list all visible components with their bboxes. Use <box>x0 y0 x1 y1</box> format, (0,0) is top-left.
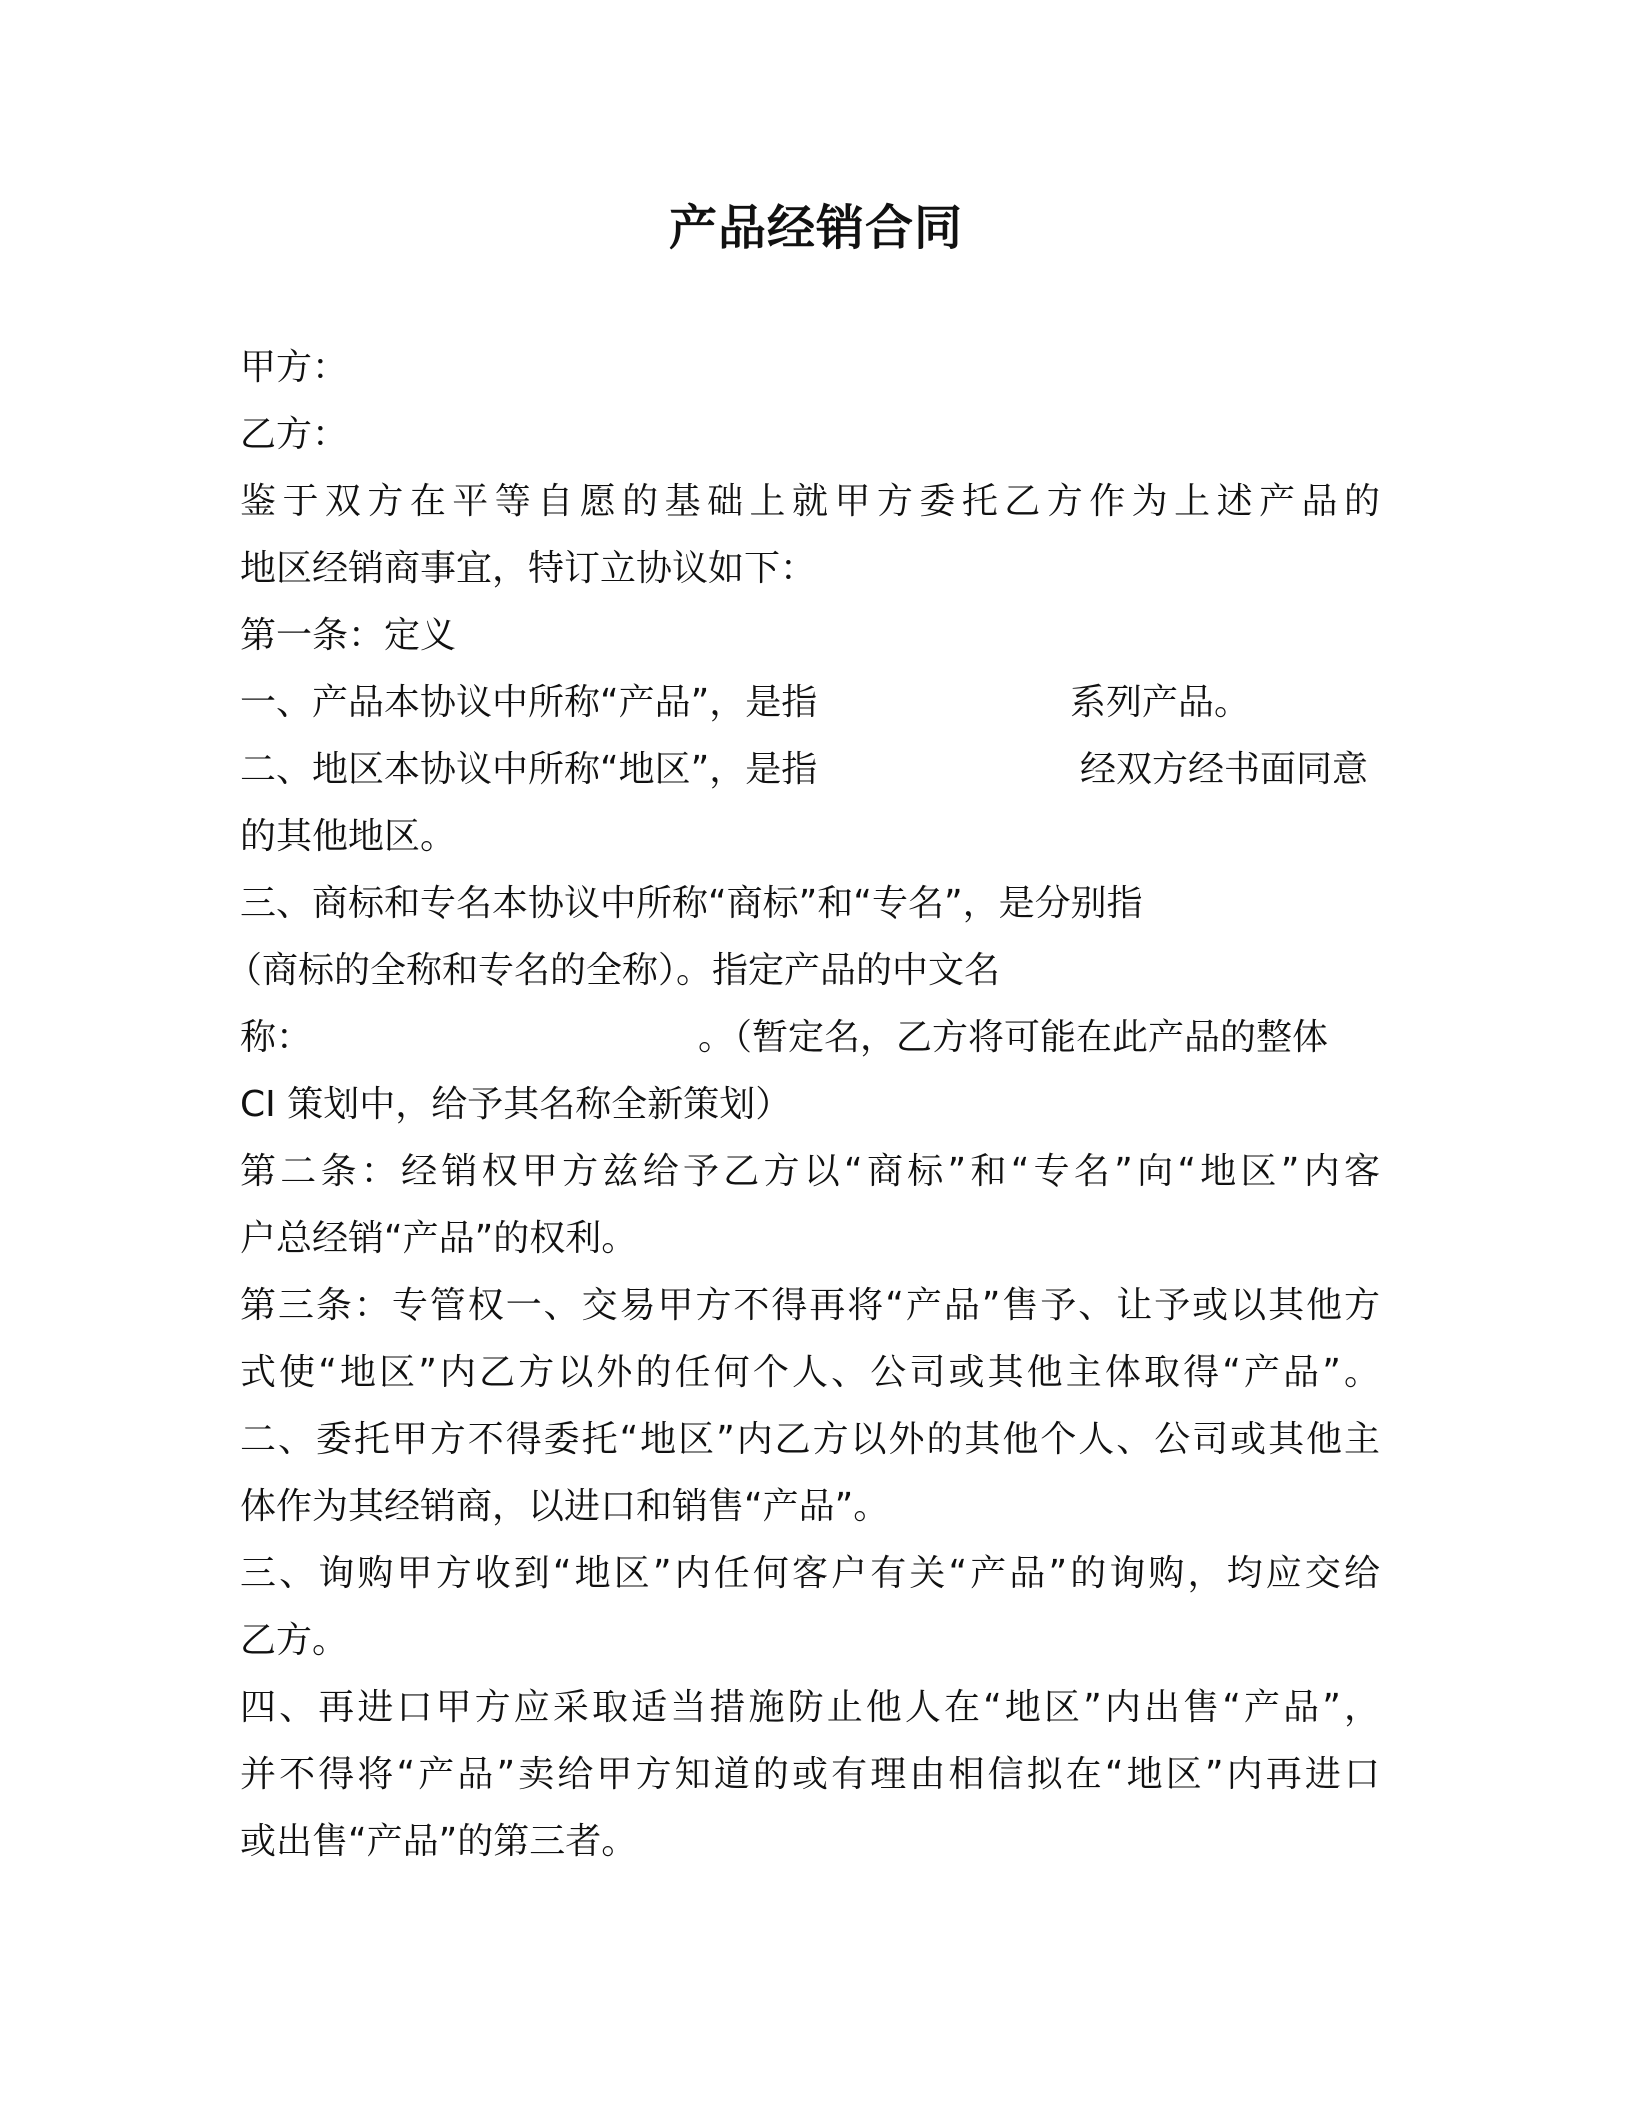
party-b-label: 乙方： <box>240 414 349 455</box>
article-2-line-2: 户总经销“产品”的权利。 <box>240 1218 638 1259</box>
preamble-line-2: 地区经销商事宜，特订立协议如下： <box>240 548 817 589</box>
article-3-item-2-line-2: 体作为其经销商，以进口和销售“产品”。 <box>240 1486 890 1527</box>
article-3-item-4-line-3: 或出售“产品”的第三者。 <box>240 1821 638 1862</box>
party-b-line <box>240 410 348 460</box>
definition-ci-line: CI 策划中，给予其名称全新策划） <box>240 1084 792 1125</box>
definition-product-line <box>240 678 1380 728</box>
article-3-item-4-line-2: 并不得将“产品”卖给甲方知道的或有理由相信拟在“地区”内再进口 <box>240 1754 1380 1795</box>
definition-trademark-line: 三、商标和专名本协议中所称“商标”和“专名”，是分别指 <box>240 883 1143 924</box>
definition-trademark-line-2: （商标的全称和专名的全称）。指定产品的中文名 <box>226 950 1001 991</box>
preamble-line-1: 鉴于双方在平等自愿的基础上就甲方委托乙方作为上述产品的 <box>240 481 1380 522</box>
article-3-item-3-line-2: 乙方。 <box>240 1620 349 1661</box>
chinese-name-label: 称： <box>240 1017 313 1058</box>
definition-product-suffix: 系列产品。 <box>1070 682 1251 723</box>
article-2-line-1: 第二条：经销权甲方兹给予乙方以“商标”和“专名”向“地区”内客 <box>240 1151 1380 1192</box>
document-title: 产品经销合同 <box>668 200 963 256</box>
article-3-item-2-line-1: 二、委托甲方不得委托“地区”内乙方以外的其他个人、公司或其他主 <box>240 1419 1380 1460</box>
party-a-line <box>240 343 348 393</box>
definition-region-line <box>240 745 1380 795</box>
article-3-item-4-line-1: 四、再进口甲方应采取适当措施防止他人在“地区”内出售“产品”， <box>240 1687 1380 1728</box>
article-1-heading: 第一条：定义 <box>240 615 457 656</box>
article-3-line-2: 式使“地区”内乙方以外的任何个人、公司或其他主体取得“产品”。 <box>240 1352 1380 1393</box>
party-a-label: 甲方： <box>240 347 349 388</box>
definition-chinese-name-line <box>240 1013 1380 1063</box>
definition-region-text: 二、地区本协议中所称“地区”，是指 <box>240 749 818 790</box>
chinese-name-note: 。（暂定名，乙方将可能在此产品的整体 <box>698 1017 1329 1058</box>
definition-product-text: 一、产品本协议中所称“产品”，是指 <box>240 682 818 723</box>
definition-region-continued: 的其他地区。 <box>240 816 457 857</box>
article-3-item-3-line-1: 三、询购甲方收到“地区”内任何客户有关“产品”的询购，均应交给 <box>240 1553 1380 1594</box>
definition-region-suffix: 经双方经书面同意 <box>1080 749 1369 790</box>
article-3-line-1: 第三条：专管权一、交易甲方不得再将“产品”售予、让予或以其他方 <box>240 1285 1380 1326</box>
